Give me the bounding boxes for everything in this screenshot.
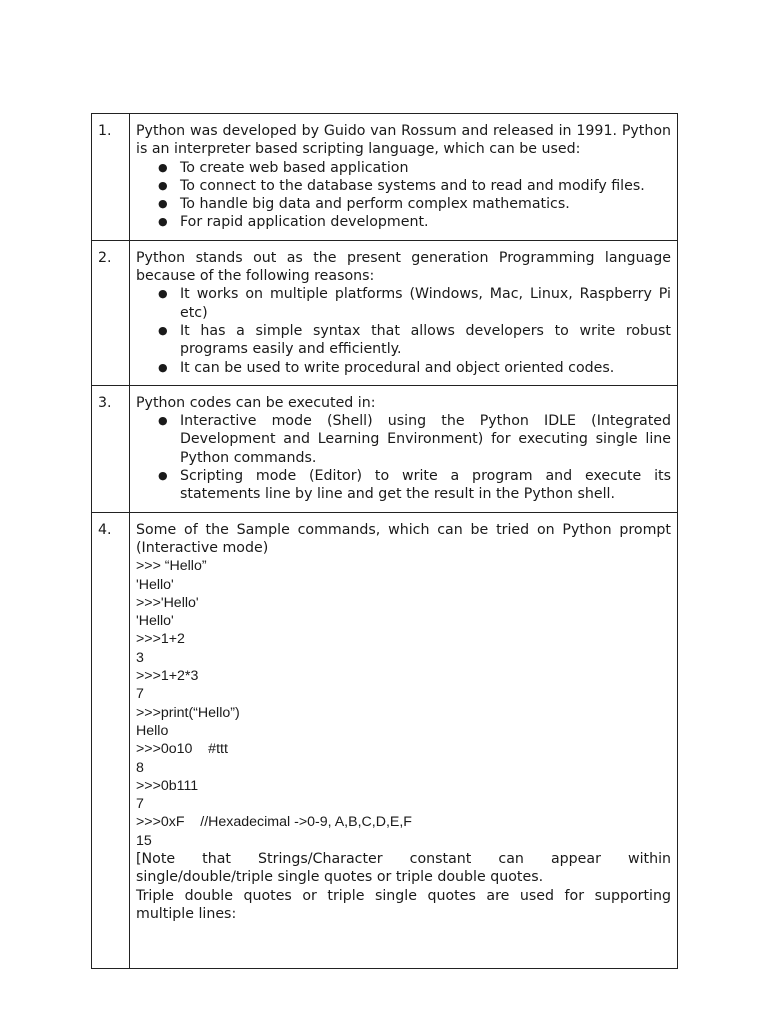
row-number: 1.: [92, 114, 130, 241]
list-item: ● To create web based application: [180, 159, 671, 177]
paragraph: Python was developed by Guido van Rossum and released in 1991. Python is an interpreter based scripting language, which can be used:: [136, 123, 671, 158]
code-line: >>>1+2: [136, 631, 185, 648]
paragraph: Python codes can be executed in:: [136, 394, 376, 411]
code-line: 8: [136, 759, 144, 776]
list-item: ● Scripting mode (Editor) to write a program and execute its statements line by line and get the result in the Python shell.: [180, 467, 671, 504]
list-item: ● It can be used to write procedural and object oriented codes.: [180, 359, 671, 377]
code-line: 3: [136, 649, 144, 666]
list-item: ● Interactive mode (Shell) using the Python IDLE (Integrated Development and Learning Environment) for executing single line Python commands.: [180, 412, 671, 467]
code-line: Hello: [136, 722, 169, 739]
table-row: [92, 114, 678, 241]
code-line: 15: [136, 832, 152, 849]
paragraph: Python stands out as the present generation Programming language because of the following reasons:: [136, 249, 671, 285]
content-table: [91, 113, 678, 969]
code-line: >>>'Hello': [136, 594, 199, 611]
note-paragraph: Triple double quotes or triple single quotes are used for supporting multiple lines:: [136, 887, 671, 922]
list-item: ● To handle big data and perform complex mathematics.: [180, 195, 671, 213]
code-line: >>>0o10 #ttt: [136, 741, 228, 758]
row-number: 2.: [92, 240, 130, 385]
list-item: ● It works on multiple platforms (Windows, Mac, Linux, Raspberry Pi etc): [180, 285, 671, 322]
bullet-list: [136, 285, 671, 376]
bullet-list: [136, 412, 671, 503]
code-line: 'Hello': [136, 576, 174, 593]
list-item: ● To connect to the database systems and to read and modify files.: [180, 177, 671, 195]
table-row: [92, 240, 678, 385]
code-line: >>>0xF //Hexadecimal ->0-9, A,B,C,D,E,F: [136, 814, 412, 831]
table-row: [92, 385, 678, 512]
code-line: 7: [136, 796, 144, 813]
code-line: 'Hello': [136, 613, 174, 630]
list-item: ● It has a simple syntax that allows developers to write robust programs easily and efficiently.: [180, 322, 671, 359]
code-line: >>> “Hello”: [136, 558, 207, 575]
code-line: >>>1+2*3: [136, 668, 199, 685]
code-line: >>>print(“Hello”): [136, 704, 240, 721]
row-number: 4.: [92, 512, 130, 968]
bullet-list: [136, 159, 671, 232]
note-paragraph: [Note that Strings/Character constant can appear within single/double/triple single quotes or triple double quotes.: [136, 850, 671, 886]
row-content: [130, 512, 678, 968]
row-content: [130, 114, 678, 241]
table-row: [92, 512, 678, 968]
row-number: 3.: [92, 385, 130, 512]
paragraph: Some of the Sample commands, which can be tried on Python prompt (Interactive mode): [136, 521, 671, 556]
code-line: >>>0b111: [136, 777, 199, 794]
code-line: 7: [136, 686, 144, 703]
list-item: ● For rapid application development.: [180, 213, 671, 231]
row-content: [130, 385, 678, 512]
row-content: [130, 240, 678, 385]
